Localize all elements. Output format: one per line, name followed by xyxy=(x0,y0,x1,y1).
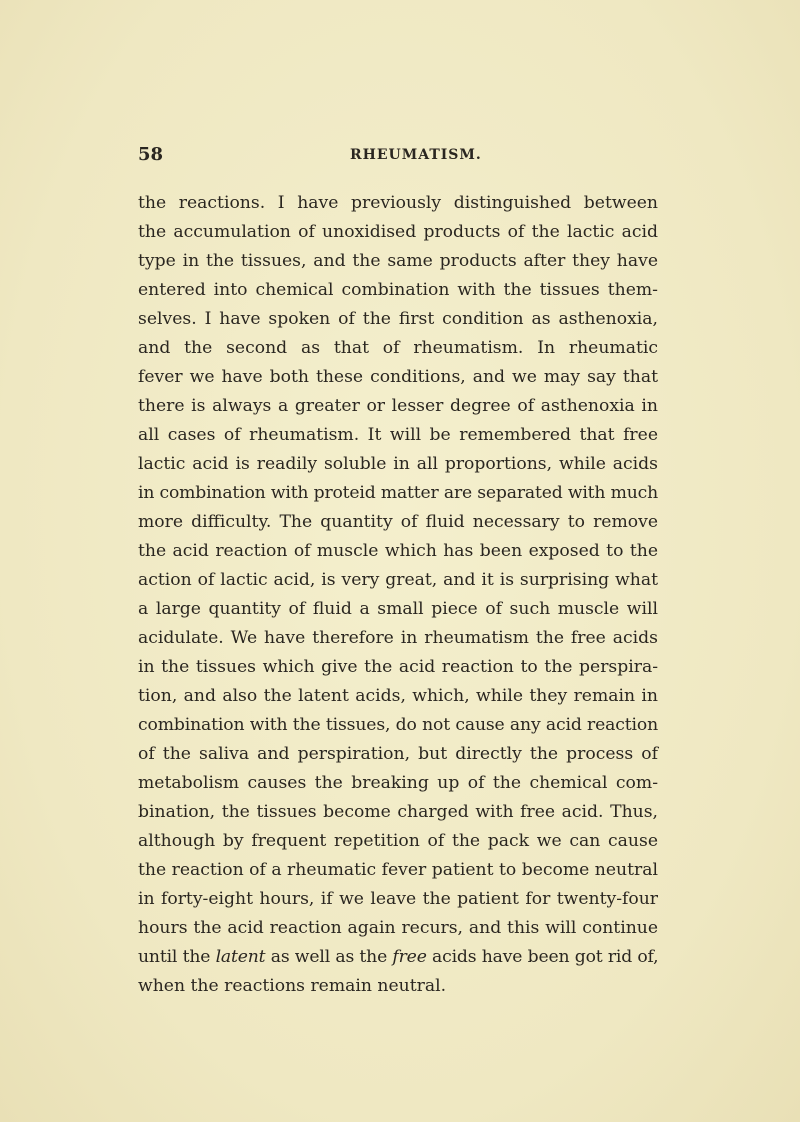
text-line: action of lactic acid, is very great, and it is surprising what xyxy=(138,570,658,590)
text-line: there is always a greater or lesser degree of asthenoxia in xyxy=(138,396,658,416)
text-line: tion, and also the latent acids, which, while they remain in xyxy=(138,686,658,706)
text-line: metabolism causes the breaking up of the chemical com- xyxy=(138,773,658,793)
text-line-with-italics xyxy=(138,943,658,972)
italic-word-free: free xyxy=(392,947,427,967)
text-line: selves. I have spoken of the first condition as asthenoxia, xyxy=(138,309,658,329)
body-paragraph xyxy=(138,189,658,1001)
text-line: all cases of rheumatism. It will be remembered that free xyxy=(138,425,658,445)
text-line-final: when the reactions remain neutral. xyxy=(138,976,447,996)
text-segment: until the xyxy=(138,947,216,967)
text-line: the reactions. I have previously distinguished between xyxy=(138,193,658,213)
text-line: in the tissues which give the acid reaction to the perspira- xyxy=(138,657,658,677)
text-line: combination with the tissues, do not cause any acid reaction xyxy=(138,715,659,735)
text-segment: as well as the xyxy=(265,947,393,967)
text-line: hours the acid reaction again recurs, and this will continue xyxy=(138,918,658,938)
text-line: and the second as that of rheumatism. In rheumatic xyxy=(138,338,658,358)
running-head: RHEUMATISM. xyxy=(350,147,482,163)
text-line: although by frequent repetition of the pack we can cause xyxy=(138,831,658,851)
text-line: fever we have both these conditions, and we may say that xyxy=(138,367,658,387)
text-line: in combination with proteid matter are separated with much xyxy=(138,483,658,503)
italic-word-latent: latent xyxy=(215,947,266,967)
text-line: in forty-eight hours, if we leave the patient for twenty-four xyxy=(138,889,658,909)
text-line: type in the tissues, and the same products after they have xyxy=(138,251,658,271)
text-line: the acid reaction of muscle which has been exposed to the xyxy=(138,541,658,561)
page-header xyxy=(138,144,658,170)
text-line: the reaction of a rheumatic fever patient to become neutral xyxy=(138,860,658,880)
text-segment: acids have been got rid of, xyxy=(426,947,659,967)
text-line: the accumulation of unoxidised products of the lactic acid xyxy=(138,222,658,242)
text-line: bination, the tissues become charged with free acid. Thus, xyxy=(138,802,658,822)
text-line: of the saliva and perspiration, but directly the process of xyxy=(138,744,658,764)
text-line: entered into chemical combination with the tissues them- xyxy=(138,280,658,300)
text-line: a large quantity of fluid a small piece of such muscle will xyxy=(138,599,658,619)
text-line: lactic acid is readily soluble in all proportions, while acids xyxy=(138,454,658,474)
page-number: 58 xyxy=(138,144,164,165)
text-line: acidulate. We have therefore in rheumatism the free acids xyxy=(138,628,658,648)
text-line: more difficulty. The quantity of fluid necessary to remove xyxy=(138,512,658,532)
